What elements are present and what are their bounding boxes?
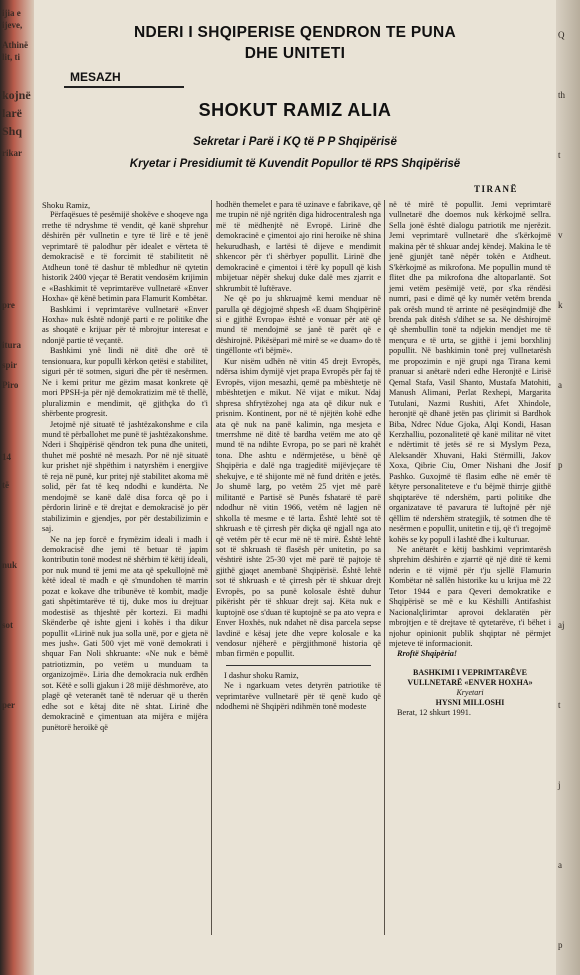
paragraph: Bashkimi i veprimtarëve vullnetarë «Enver Hoxha» nuk është ndonjë parti e re politike dhe as shoqatë e krijuar për të mbrojtur interesat e ndonjë partie të veçantë. bbox=[42, 304, 208, 345]
margin-fragment: sot bbox=[2, 620, 13, 630]
margin-fragment: per bbox=[2, 700, 15, 710]
signature-name: HYSNI MILLOSHI bbox=[435, 697, 505, 707]
closing-line: Rroftë Shqipëria! bbox=[397, 649, 458, 659]
margin-fragment: Shq bbox=[2, 124, 23, 138]
margin-fragment: spir bbox=[2, 360, 18, 370]
margin-fragment: Piro bbox=[2, 380, 19, 390]
section-label: MESAZH bbox=[70, 70, 121, 84]
signature-role: Kryetari bbox=[456, 687, 484, 697]
addressee-role-1: Sekretar i Parë i KQ të P P Shqipërisë bbox=[193, 136, 397, 148]
margin-fragment: të bbox=[2, 480, 9, 490]
paragraph: Ne që po ju shkruajmë kemi menduar në parulla që dëgjojmë shpesh «E duam Shqipërinë si e gjithë Evropa» është e vonuar për atë që mund të mendojmë se janë të parët që e dëshirojnë. Pikësëpari më mirë se «e duam» do të tingëllonte «t'i bëjmë». bbox=[216, 294, 381, 356]
paragraph: Jetojmë një situatë të jashtëzakonshme e cila mund të përballohet me punë të jashtëzakonshme. Nderi i Shqipërisë qëndron tek puna dhe uniteti, thuhet më poshtë në mesazh. Por në një situatë kur prishet një shpëthim i natyrshëm i energjive të reja në punë, kur pritej një stabilitet akoma më solid, për fat të keq ndodhi e kundërta. Ne mendojmë se kanë dalë disa forca që po i përdorin lirinë e të drejtat e demokracisë jo për stabilizimin e gjendjes, por për destabilizimin e saj. bbox=[42, 419, 208, 534]
left-page-edge bbox=[0, 0, 34, 975]
margin-fragment: Athinë bbox=[2, 40, 29, 50]
margin-fragment: lit, ti bbox=[2, 52, 20, 62]
paragraph: në të mirë të popullit. Jemi veprimtarë vullnetarë dhe doemos nuk kërkojmë sellra. Sella jonë është dialogu patriotik me njerëzit. Jemi veprimtarë vullnetarë dhe s'kërkojmë makina për të shkuar andej këndej. Makina le të jenë gjunjët tanë nëpër tokën e Atdheut. S'kërkojmë as mikrofona. Me popullin mund të flitet dhe pa mikrofona dhe altoparlantë. Sot jemi vetëm pesëmijë vetë, por s'ka rëndësi numri, pasi e dimë që ky numër vetëm brenda pak orësh mund të arrinte në pesëqindmijë dhe brenda pak ditësh s'dihet se sa. Ne dëshirojmë që shembullin tonë ta ndjekin mendjet me të mençura e të urta, se gjithë i jemi borxhlinj popullit. Në bashkimin tonë prej vullnetarësh me propozimin e një grupi nga Tirana kemi pranuar si anëtarë nderi edhe Heronjtë e Lirisë Qemal Stafa, Vasil Shanto, Mustafa Matohiti, Manush Alimani, Perlat Rexhepi, Margarita Tutulani, Nazmi Rushiti, Afet Xhindole, heronjtë që dhanë jetën pas çlirimit si Bardhok Biba, Ndrec Ndue Gjoka, Alqi Kondi, Hasan Kerzhalliu, pozonalitetë që kanë militar në vitet e ndërtimit të jetës së re si Myslym Peza, Aleksandër Xhuvani, Haki Stërmilli, Jakov Xoxa, Qibrie Ciu, Omer Nishani dhe Josif Pashko. Guxojmë të flasim edhe në emër të këtyre personaliteteve e t'u bëjmë thirrje gjithë shqiptarëve të ndershëm, parti politike dhe organizatave të pavarura të luftojnë për një qëllim të ndershëm strategjik, të sotmen dhe të nesërmen e popullit, unitetin e tij, që t'i tregojmë kohës se ky popull i lashtë dhe i kulturuar. bbox=[389, 200, 551, 544]
margin-fragment: 14 bbox=[2, 452, 11, 462]
headline-line-2: DHE UNITETI bbox=[244, 45, 346, 62]
margin-fragment: larë bbox=[2, 106, 22, 120]
margin-fragment: t bbox=[558, 150, 561, 160]
margin-fragment: ijeve, bbox=[2, 20, 23, 30]
margin-fragment: rikar bbox=[2, 148, 22, 158]
newspaper-page bbox=[34, 0, 556, 975]
right-page-edge bbox=[556, 0, 580, 975]
margin-fragment: aj bbox=[558, 620, 565, 630]
headline-line-1: NDERI I SHQIPERISE QENDRON TE PUNA bbox=[134, 24, 456, 41]
margin-fragment: p bbox=[558, 940, 563, 950]
dateline-place: TIRANË bbox=[474, 184, 519, 194]
paragraph: Ne i ngarkuam vetes detyrën patriotike të veprimtarëve vullnetarë për të qenë kudo që ndodhemi në Shqipëri ndihmën tonë modeste bbox=[216, 681, 381, 712]
section-divider bbox=[226, 665, 371, 666]
column-rule bbox=[211, 200, 212, 935]
margin-fragment: ijia e bbox=[2, 8, 21, 18]
salutation: Shoku Ramiz, bbox=[42, 200, 91, 210]
margin-fragment: Q bbox=[558, 30, 565, 40]
article-column-3 bbox=[389, 200, 551, 718]
paragraph: Ne na jep forcë e frymëzim ideali i madh i demokracisë dhe jemi të betuar të japim kontributin tonë modest në shërbim të këtij ideali, por nuk mund të jemi me ata që spekullojnë më këtë ideal të madh e që s'mundohen të marrin pozat e kokave dhe tribunëve të kombit, madje gati shpëtimtarëve të tij, duke mos iu drejtuar modestisë as thjeshtë për kortezi. Ei madhi Skënderbe që ishte gjeni i kohës i tha dikur popullit «Lirinë nuk jua solla unë, por e gjeta në mes jush». Gati 500 vjet më vonë demokrati i shquar Fan Noli shkruante: «Ne nuk e bëmë patriotizmin, po vetëm u munduam ta organizojmë». Liria dhe demokracia nuk erdhën sot. Këtë e solli gjakun i 28 mijë dëshmorëve, ato plagë që veteranët tanë të nderuar që u therën edhe sot e këtaj dite në shtat. Lirinë dhe demokracinë e çimentuan ata mijëra e mijëra punëtorë heroikë që bbox=[42, 534, 208, 732]
signature-date: Berat, 12 shkurt 1991. bbox=[397, 707, 471, 717]
paragraph: Kur nisëm udhën në vitin 45 drejt Evropës, ndërsa ishim dymijë vjet prapa Evropës për faj të Evropës, vijon mesazhi, qemë pa mbështetje në mbështetjen e mikut. Në vijat e mikut. Ndaj shpresa shfrytëzohej nga ata që dikur nuk e prisnim. Kontinent, por në të njëjtën kohë edhe ata që nuk na panë kalimin, nga mesjeta e tmerrshme në ditë të bardha vetëm me ato që mund të na ndihte Evropa, po se pari në krahët tona. Dhe ashtu e ndërmjetëse, u bënë që Shqipëria e dalë nga tragjeditë mijëvjeçare të shekujve, e të shijonte më në fund dritën e jetës. Jo shumë larg, po vetëm 25 vjet më parë militantë e Partisë së Punës fshatarë të parë ndodhur në vitin 1966, vetëm në lagjen në shkolla të mesme e të larta. Është lehtë sot të shkruash e të çirresh për diçka që ngjall nga ato që vetëm për të ecur më në të mirë. Është lehtë sot të shkruash të flasësh për unitetin, po sa vështirë ishte 25-30 vjet më parë të pajtoje të gjithë gjaqet anembanë Shqipërisë. Është lehtë sot të shkruash e të çirresh për të shkuar drejt Evropës, po sa punë kolosale është duhur pikërisht për të shkuar drejt saj. Këta nuk e kuptojnë ose s'duan të kuptojnë se pa ato vepra e Enver Hoxhës, nuk ndahet në disa parcela sepse lavdinë e kësaj jete dhe vepre kolosale e ka vendosur njëherë e përgjithmonë historia që mban firmën e popullit. bbox=[216, 356, 381, 659]
headline bbox=[44, 22, 546, 64]
margin-fragment: a bbox=[558, 380, 562, 390]
paragraph: Ne anëtarët e këtij bashkimi veprimtarësh shprehim dëshirën e zjarrtë që një ditë të kemi nderin e të vijmë për t'ju sjellë Flamurin Kombëtar në sallën historike ku u krijua më 22 Tetor 1944 e para Qeveri demokratike e Shqipërisë se më e ku Këshilli Antifashist Nacionalçlirimtar aprovoi deklaratën për mbrojtjen e të drejtave të qytetarëve, t'i bëhet i njohur opinionit publik shqiptar në përmjet mjeteve të informacionit. bbox=[389, 544, 551, 649]
signature-org-line-1: BASHKIMI I VEPRIMTARËVE bbox=[413, 667, 527, 677]
margin-fragment: k bbox=[558, 300, 563, 310]
margin-fragment: v bbox=[558, 230, 563, 240]
salutation-2: I dashur shoku Ramiz, bbox=[224, 670, 299, 680]
addressee-name: SHOKUT RAMIZ ALIA bbox=[198, 100, 392, 120]
margin-fragment: kojnë bbox=[2, 88, 31, 102]
paragraph: Bashkimi ynë lindi në ditë dhe orë të tensionuara, kur populli kërkon qetësi e stabilitet, siguri për të sotmen, siguri dhe për të nesërmen. Ne i kemi pritur me gëzim masat konkrete që mori PPSH-ja për një demokratizim më të thellë, pluralizmin e mendimit, që gjithçka do t'i shërbente progresit. bbox=[42, 346, 208, 419]
margin-fragment: pre bbox=[2, 300, 15, 310]
article-column-2 bbox=[216, 200, 381, 713]
section-underline bbox=[64, 86, 184, 88]
article-column-1 bbox=[42, 200, 208, 733]
margin-fragment: itura bbox=[2, 340, 21, 350]
addressee-role-2: Kryetar i Presidiumit të Kuvendit Popullor të RPS Shqipërisë bbox=[129, 158, 461, 170]
margin-fragment: nuk bbox=[2, 560, 18, 570]
column-rule bbox=[384, 200, 385, 935]
margin-fragment: t bbox=[558, 700, 561, 710]
margin-fragment: a bbox=[558, 860, 562, 870]
signature-org-line-2: VULLNETARË «ENVER HOXHA» bbox=[407, 677, 533, 687]
margin-fragment: p bbox=[558, 460, 563, 470]
margin-fragment: th bbox=[558, 90, 566, 100]
paragraph: hodhën themelet e para të uzinave e fabrikave, që me trupin në një ngritën diga hidrocentralesh nga më të mëdhenjtë në Evropë. Lirinë dhe demokracinë e çimentoi ajo rini heroike në shina hekurudhash, e lartësi të dijeve e mendimit shkencor për t'i shërbyer popullit. Lirinë dhe demokracinë e çimentoi i tërë ky popull që kish mbijetuar nëpër shekuj duke dalë mes zjarrit e shkrumbit të luftërave. bbox=[216, 200, 381, 293]
paragraph: Përfaqësues të pesëmijë shokëve e shoqeve nga rrethe të ndryshme të vendit, që kanë shprehur dëshirën për vullnetin e tyre të lirë e të jenë veprimtarë të palodhur për idealet e vërteta të demokracisë e të forcimit të stabilitetit në Atdheun tonë të dashur të mbledhur në qytetin historik 2400 vjeçar të Beratit vendosëm krijimin e «Bashkimit të veprimtarëve vullnetarë «Enver Hoxha» që kënë betimin para Flamurit Kombëtar. bbox=[42, 210, 208, 304]
margin-fragment: j bbox=[558, 780, 561, 790]
